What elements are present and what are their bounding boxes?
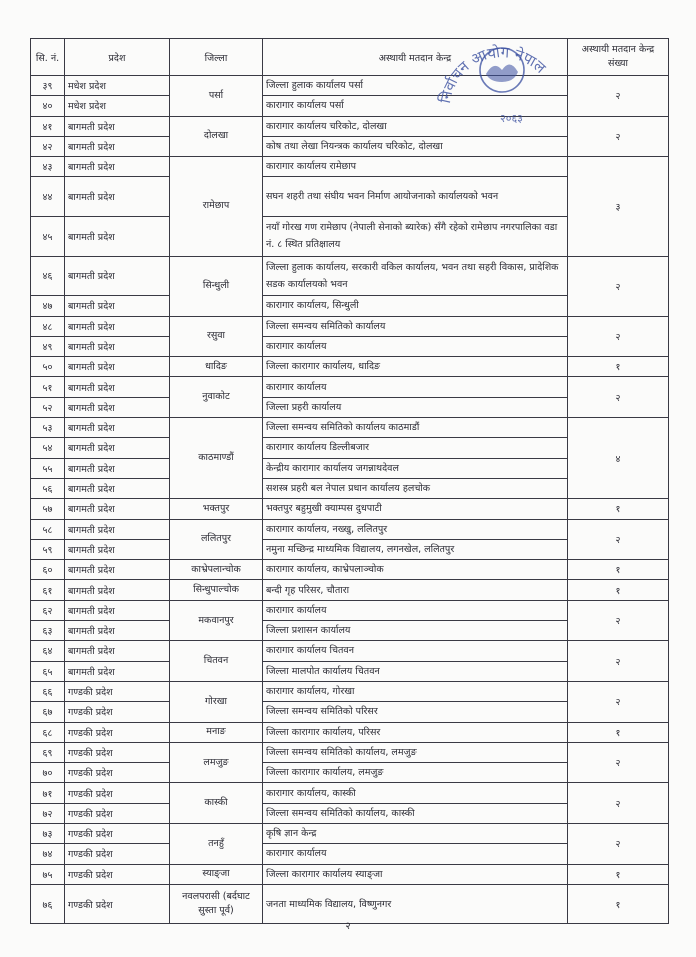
cell-district: लमजुङ bbox=[170, 742, 263, 783]
header-district: जिल्ला bbox=[170, 39, 263, 76]
cell-count: २ bbox=[568, 641, 669, 682]
cell-province: बागमती प्रदेश bbox=[65, 177, 170, 217]
cell-count: २ bbox=[568, 256, 669, 316]
table-row bbox=[31, 681, 669, 701]
cell-center: बन्दी गृह परिसर, चौतारा bbox=[263, 580, 568, 600]
cell-province: बागमती प्रदेश bbox=[65, 316, 170, 336]
cell-center: जिल्ला मालपोत कार्यालय चितवन bbox=[263, 661, 568, 681]
cell-center: जिल्ला हुलाक कार्यालय, सरकारी वकिल कार्यालय, भवन तथा सहरी विकास, प्रादेशिक सडक कार्यालयको भवन bbox=[263, 256, 568, 296]
cell-center: कोष तथा लेखा नियन्त्रक कार्यालय चरिकोट, दोलखा bbox=[263, 136, 568, 156]
cell-count: २ bbox=[568, 377, 669, 418]
cell-province: बागमती प्रदेश bbox=[65, 539, 170, 559]
cell-count: २ bbox=[568, 681, 669, 722]
table-row bbox=[31, 316, 669, 336]
cell-center: जिल्ला समन्वय समितिको परिसर bbox=[263, 702, 568, 722]
header-row bbox=[31, 39, 669, 76]
cell-serial: ६७ bbox=[31, 702, 65, 722]
cell-province: बागमती प्रदेश bbox=[65, 600, 170, 620]
cell-serial: ४९ bbox=[31, 336, 65, 356]
cell-district: नुवाकोट bbox=[170, 377, 263, 418]
cell-province: बागमती प्रदेश bbox=[65, 438, 170, 458]
cell-province: बागमती प्रदेश bbox=[65, 519, 170, 539]
cell-district: ललितपुर bbox=[170, 519, 263, 560]
cell-center: कारागार कार्यालय, सिन्धुली bbox=[263, 296, 568, 316]
cell-count: २ bbox=[568, 519, 669, 560]
cell-province: गण्डकी प्रदेश bbox=[65, 884, 170, 924]
cell-count: २ bbox=[568, 76, 669, 117]
stamp-emblem-inner bbox=[486, 64, 518, 82]
cell-province: गण्डकी प्रदेश bbox=[65, 864, 170, 884]
table-row bbox=[31, 600, 669, 620]
cell-province: बागमती प्रदेश bbox=[65, 357, 170, 377]
cell-serial: ४६ bbox=[31, 256, 65, 296]
cell-province: बागमती प्रदेश bbox=[65, 116, 170, 136]
cell-count: १ bbox=[568, 499, 669, 519]
cell-center: कारागार कार्यालय डिल्लीबजार bbox=[263, 438, 568, 458]
table-row bbox=[31, 742, 669, 762]
cell-district: स्याङ्जा bbox=[170, 864, 263, 884]
cell-serial: ६० bbox=[31, 560, 65, 580]
cell-district: सिन्धुपाल्चोक bbox=[170, 580, 263, 600]
header-province: प्रदेश bbox=[65, 39, 170, 76]
cell-province: गण्डकी प्रदेश bbox=[65, 702, 170, 722]
cell-district: सिन्धुली bbox=[170, 256, 263, 316]
cell-province: मधेश प्रदेश bbox=[65, 96, 170, 116]
cell-district: धादिङ bbox=[170, 357, 263, 377]
cell-province: गण्डकी प्रदेश bbox=[65, 722, 170, 742]
table-row bbox=[31, 499, 669, 519]
cell-district: मनाङ bbox=[170, 722, 263, 742]
cell-center: कारागार कार्यालय चितवन bbox=[263, 641, 568, 661]
cell-serial: ६३ bbox=[31, 621, 65, 641]
table-row bbox=[31, 116, 669, 136]
cell-center: जिल्ला समन्वय समितिको कार्यालय काठमाडौं bbox=[263, 418, 568, 438]
cell-province: गण्डकी प्रदेश bbox=[65, 783, 170, 803]
cell-serial: ७१ bbox=[31, 783, 65, 803]
cell-center: कारागार कार्यालय चरिकोट, दोलखा bbox=[263, 116, 568, 136]
cell-province: मधेश प्रदेश bbox=[65, 76, 170, 96]
cell-center: नमुना मच्छिन्द्र माध्यमिक विद्यालय, लगनखेल, ललितपुर bbox=[263, 539, 568, 559]
table-row bbox=[31, 580, 669, 600]
header-center: अस्थायी मतदान केन्द्र bbox=[263, 39, 568, 76]
cell-province: बागमती प्रदेश bbox=[65, 499, 170, 519]
cell-district: रसुवा bbox=[170, 316, 263, 357]
cell-province: बागमती प्रदेश bbox=[65, 256, 170, 296]
cell-serial: ४१ bbox=[31, 116, 65, 136]
cell-serial: ५८ bbox=[31, 519, 65, 539]
cell-district: नवलपरासी (बर्दघाट सुस्ता पूर्व) bbox=[170, 884, 263, 924]
cell-serial: ७२ bbox=[31, 803, 65, 823]
cell-province: बागमती प्रदेश bbox=[65, 296, 170, 316]
cell-center: जिल्ला प्रहरी कार्यालय bbox=[263, 397, 568, 417]
cell-center: जिल्ला कारागार कार्यालय, परिसर bbox=[263, 722, 568, 742]
cell-province: बागमती प्रदेश bbox=[65, 478, 170, 498]
cell-serial: ५९ bbox=[31, 539, 65, 559]
polling-centers-table bbox=[30, 38, 669, 924]
cell-serial: ६१ bbox=[31, 580, 65, 600]
cell-district: काभ्रेपलान्चोक bbox=[170, 560, 263, 580]
cell-province: बागमती प्रदेश bbox=[65, 418, 170, 438]
cell-province: गण्डकी प्रदेश bbox=[65, 681, 170, 701]
cell-center: नयाँ गोरख गण रामेछाप (नेपाली सेनाको ब्यारेक) सँगै रहेको रामेछाप नगरपालिका वडा नं. ८ स्थित प्रतिक्षालय bbox=[263, 217, 568, 257]
cell-center: कारागार कार्यालय bbox=[263, 844, 568, 864]
cell-province: बागमती प्रदेश bbox=[65, 560, 170, 580]
cell-center: जनता माध्यमिक विद्यालय, विष्णुनगर bbox=[263, 884, 568, 924]
cell-serial: ६८ bbox=[31, 722, 65, 742]
cell-center: जिल्ला समन्वय समितिको कार्यालय bbox=[263, 316, 568, 336]
table-row bbox=[31, 560, 669, 580]
table-row bbox=[31, 783, 669, 803]
cell-province: गण्डकी प्रदेश bbox=[65, 823, 170, 843]
table-row bbox=[31, 864, 669, 884]
cell-center: कारागार कार्यालय रामेछाप bbox=[263, 157, 568, 177]
cell-district: चितवन bbox=[170, 641, 263, 682]
cell-count: १ bbox=[568, 722, 669, 742]
cell-center: कारागार कार्यालय bbox=[263, 336, 568, 356]
cell-count: १ bbox=[568, 864, 669, 884]
cell-serial: ४३ bbox=[31, 157, 65, 177]
cell-center: सघन शहरी तथा संघीय भवन निर्माण आयोजनाको कार्यालयको भवन bbox=[263, 177, 568, 217]
cell-province: बागमती प्रदेश bbox=[65, 336, 170, 356]
cell-center: कारागार कार्यालय bbox=[263, 377, 568, 397]
cell-count: ४ bbox=[568, 418, 669, 499]
cell-province: बागमती प्रदेश bbox=[65, 458, 170, 478]
table-row bbox=[31, 256, 669, 296]
cell-serial: ६५ bbox=[31, 661, 65, 681]
cell-province: बागमती प्रदेश bbox=[65, 661, 170, 681]
cell-serial: ७६ bbox=[31, 884, 65, 924]
cell-serial: ५५ bbox=[31, 458, 65, 478]
table-row bbox=[31, 357, 669, 377]
cell-serial: ५६ bbox=[31, 478, 65, 498]
cell-province: बागमती प्रदेश bbox=[65, 217, 170, 257]
cell-count: २ bbox=[568, 783, 669, 824]
table-row bbox=[31, 823, 669, 843]
cell-serial: ६२ bbox=[31, 600, 65, 620]
cell-center: कृषि ज्ञान केन्द्र bbox=[263, 823, 568, 843]
header-count: अस्थायी मतदान केन्द्र संख्या bbox=[568, 39, 669, 76]
cell-province: बागमती प्रदेश bbox=[65, 641, 170, 661]
cell-center: भक्तपुर बहुमुखी क्याम्पस दुधपाटी bbox=[263, 499, 568, 519]
cell-province: बागमती प्रदेश bbox=[65, 377, 170, 397]
cell-serial: ६९ bbox=[31, 742, 65, 762]
cell-district: कास्की bbox=[170, 783, 263, 824]
cell-center: जिल्ला समन्वय समितिको कार्यालय, कास्की bbox=[263, 803, 568, 823]
cell-count: १ bbox=[568, 560, 669, 580]
cell-serial: ५२ bbox=[31, 397, 65, 417]
header-serial: सि. नं. bbox=[31, 39, 65, 76]
cell-count: १ bbox=[568, 357, 669, 377]
cell-district: भक्तपुर bbox=[170, 499, 263, 519]
cell-serial: ४७ bbox=[31, 296, 65, 316]
cell-center: जिल्ला प्रशासन कार्यालय bbox=[263, 621, 568, 641]
cell-count: २ bbox=[568, 600, 669, 641]
cell-province: बागमती प्रदेश bbox=[65, 157, 170, 177]
cell-center: जिल्ला हुलाक कार्यालय पर्सा bbox=[263, 76, 568, 96]
cell-serial: ४५ bbox=[31, 217, 65, 257]
cell-serial: ५७ bbox=[31, 499, 65, 519]
cell-center: जिल्ला कारागार कार्यालय, लमजुङ bbox=[263, 763, 568, 783]
table-row bbox=[31, 377, 669, 397]
cell-center: कारागार कार्यालय bbox=[263, 600, 568, 620]
cell-district: रामेछाप bbox=[170, 157, 263, 256]
cell-province: गण्डकी प्रदेश bbox=[65, 742, 170, 762]
cell-count: २ bbox=[568, 316, 669, 357]
cell-serial: ४२ bbox=[31, 136, 65, 156]
cell-serial: ५४ bbox=[31, 438, 65, 458]
table-row bbox=[31, 418, 669, 438]
cell-serial: ४८ bbox=[31, 316, 65, 336]
stamp-text: निर्वाचन आयोग नेपाल bbox=[436, 43, 550, 105]
cell-serial: ७५ bbox=[31, 864, 65, 884]
cell-district: दोलखा bbox=[170, 116, 263, 157]
cell-province: गण्डकी प्रदेश bbox=[65, 844, 170, 864]
cell-district: तनहुँ bbox=[170, 823, 263, 864]
stamp-year: २०६३ bbox=[500, 112, 523, 125]
election-commission-stamp bbox=[436, 30, 566, 126]
cell-province: गण्डकी प्रदेश bbox=[65, 803, 170, 823]
cell-center: कारागार कार्यालय, नख्खु, ललितपुर bbox=[263, 519, 568, 539]
cell-serial: ५० bbox=[31, 357, 65, 377]
cell-district: गोरखा bbox=[170, 681, 263, 722]
cell-province: बागमती प्रदेश bbox=[65, 580, 170, 600]
cell-serial: ७३ bbox=[31, 823, 65, 843]
cell-count: १ bbox=[568, 580, 669, 600]
cell-serial: ६६ bbox=[31, 681, 65, 701]
table-row bbox=[31, 519, 669, 539]
cell-province: बागमती प्रदेश bbox=[65, 136, 170, 156]
cell-count: २ bbox=[568, 823, 669, 864]
cell-center: जिल्ला समन्वय समितिको कार्यालय, लमजुङ bbox=[263, 742, 568, 762]
cell-center: कारागार कार्यालय पर्सा bbox=[263, 96, 568, 116]
cell-serial: ७० bbox=[31, 763, 65, 783]
cell-district: पर्सा bbox=[170, 76, 263, 117]
cell-count: ३ bbox=[568, 157, 669, 256]
cell-count: १ bbox=[568, 884, 669, 924]
cell-center: सशस्त्र प्रहरी बल नेपाल प्रधान कार्यालय हलचोक bbox=[263, 478, 568, 498]
cell-district: मकवानपुर bbox=[170, 600, 263, 641]
page-number: २ bbox=[345, 921, 351, 932]
cell-center: जिल्ला कारागार कार्यालय स्याङ्जा bbox=[263, 864, 568, 884]
cell-serial: ४० bbox=[31, 96, 65, 116]
cell-serial: ५१ bbox=[31, 377, 65, 397]
cell-serial: ३९ bbox=[31, 76, 65, 96]
cell-serial: ६४ bbox=[31, 641, 65, 661]
cell-center: जिल्ला कारागार कार्यालय, धादिङ bbox=[263, 357, 568, 377]
table-row bbox=[31, 722, 669, 742]
table-row bbox=[31, 641, 669, 661]
cell-serial: ७४ bbox=[31, 844, 65, 864]
table-row bbox=[31, 76, 669, 96]
cell-province: बागमती प्रदेश bbox=[65, 621, 170, 641]
cell-province: बागमती प्रदेश bbox=[65, 397, 170, 417]
cell-count: २ bbox=[568, 742, 669, 783]
cell-count: २ bbox=[568, 116, 669, 157]
cell-province: गण्डकी प्रदेश bbox=[65, 763, 170, 783]
cell-center: कारागार कार्यालय, कास्की bbox=[263, 783, 568, 803]
table-row bbox=[31, 157, 669, 177]
cell-center: कारागार कार्यालय, गोरखा bbox=[263, 681, 568, 701]
cell-serial: ५३ bbox=[31, 418, 65, 438]
cell-serial: ४४ bbox=[31, 177, 65, 217]
table-body bbox=[31, 76, 669, 924]
cell-center: केन्द्रीय कारागार कार्यालय जगन्नाथदेवल bbox=[263, 458, 568, 478]
cell-center: कारागार कार्यालय, काभ्रेपलाञ्चोक bbox=[263, 560, 568, 580]
cell-district: काठमाण्डौं bbox=[170, 418, 263, 499]
